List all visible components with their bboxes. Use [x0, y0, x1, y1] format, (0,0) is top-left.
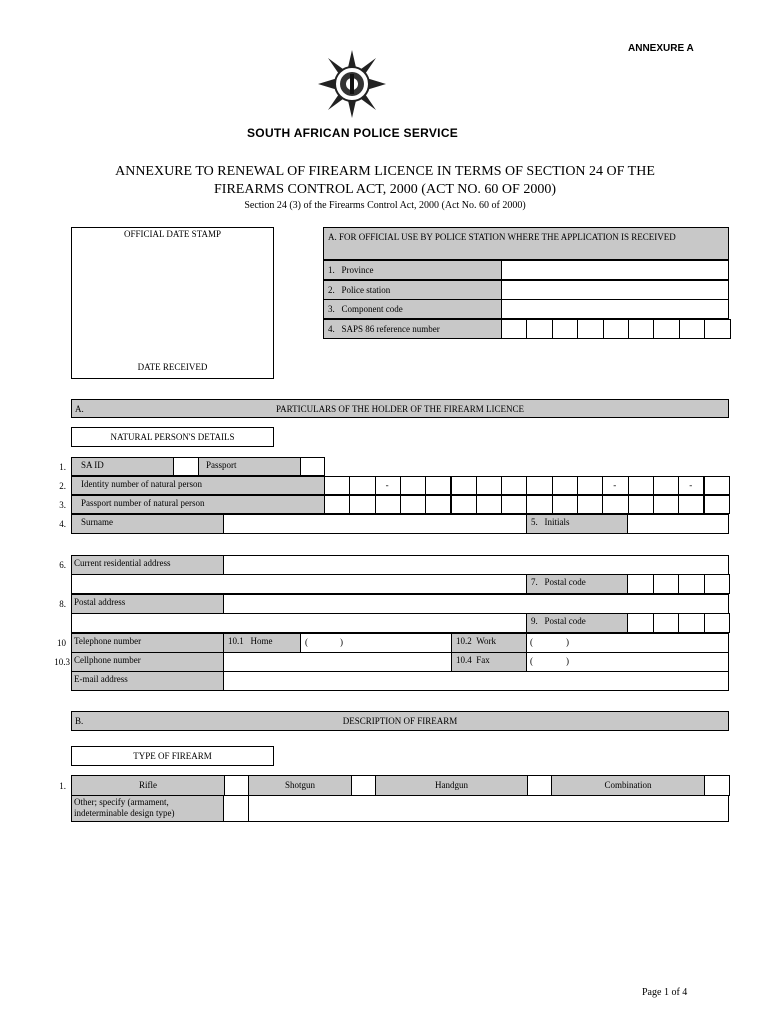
work-number: 10.2	[456, 636, 472, 646]
id-number-digit-box[interactable]	[425, 476, 451, 495]
id-number-digit-box[interactable]	[324, 476, 350, 495]
id-number-digit-box[interactable]	[653, 476, 679, 495]
work-paren-open: (	[530, 637, 533, 647]
row-10-3-number: 10.3	[54, 657, 70, 667]
passport-number-digit-box[interactable]	[552, 495, 578, 514]
other-firearm-line-2: indeterminable design type)	[74, 808, 175, 818]
firearm-type-label: Handgun	[375, 775, 528, 796]
row-1-number: 1.	[59, 462, 66, 472]
passport-number-digit-box[interactable]	[425, 495, 451, 514]
initials-label	[526, 514, 628, 534]
postal-code-text: Postal code	[544, 577, 586, 587]
firearm-type-checkbox[interactable]	[224, 775, 250, 796]
id-number-digit-box[interactable]	[526, 476, 552, 495]
postal-code-number: 7.	[531, 577, 538, 587]
passport-checkbox[interactable]	[300, 457, 325, 476]
official-use-row-label	[323, 299, 502, 319]
id-number-digit-box[interactable]	[476, 476, 502, 495]
postal-code-2-label	[526, 613, 628, 633]
firearm-type-label: Shotgun	[248, 775, 352, 796]
passport-number-digit-box[interactable]	[704, 495, 730, 514]
home-paren-open: (	[305, 637, 308, 647]
home-text: Home	[250, 636, 273, 646]
id-number-digit-box[interactable]	[628, 476, 654, 495]
passport-number-digit-box[interactable]	[501, 495, 527, 514]
passport-number-digit-box[interactable]	[476, 495, 502, 514]
saps86-digit-box[interactable]	[603, 319, 629, 339]
section-a-title: PARTICULARS OF THE HOLDER OF THE FIREARM LICENCE	[275, 404, 525, 414]
postal-code-digit-box[interactable]	[627, 613, 654, 633]
work-text: Work	[476, 636, 497, 646]
other-firearm-label	[71, 795, 224, 822]
initials-text: Initials	[544, 517, 570, 527]
postal-address-field-1[interactable]	[223, 594, 729, 614]
section-b-title: DESCRIPTION OF FIREARM	[342, 716, 458, 726]
saps86-digit-box[interactable]	[679, 319, 705, 339]
date-received-label: DATE RECEIVED	[137, 362, 208, 372]
residential-address-field-2[interactable]	[71, 574, 527, 594]
passport-label: Passport	[198, 457, 301, 476]
firearm-row-number: 1.	[59, 781, 66, 791]
identity-number-label: Identity number of natural person	[71, 476, 325, 495]
official-use-row-number: 3.	[328, 304, 335, 314]
postal-address-field-2[interactable]	[71, 613, 527, 633]
saps86-digit-box[interactable]	[526, 319, 552, 339]
postal-code-2-text: Postal code	[544, 616, 586, 626]
postal-code-digit-box[interactable]	[653, 613, 680, 633]
surname-label: Surname	[71, 514, 224, 534]
home-number: 10.1	[228, 636, 244, 646]
official-use-row-text: Police station	[341, 284, 391, 295]
id-number-dash: -	[385, 480, 389, 490]
official-use-row-field[interactable]	[501, 280, 729, 300]
official-use-row-number: 2.	[328, 284, 335, 295]
postal-code-digit-box[interactable]	[704, 613, 731, 633]
fax-paren-open: (	[530, 656, 533, 666]
official-use-row-field[interactable]	[501, 260, 729, 280]
postal-code-label	[526, 574, 628, 594]
form-title-line-2: FIREARMS CONTROL ACT, 2000 (ACT NO. 60 OF 2000)	[214, 182, 556, 197]
id-number-digit-box[interactable]	[451, 476, 477, 495]
firearm-type-checkbox[interactable]	[351, 775, 377, 796]
type-of-firearm-heading: TYPE OF FIREARM	[71, 746, 274, 766]
passport-number-digit-box[interactable]	[451, 495, 477, 514]
passport-number-digit-box[interactable]	[602, 495, 628, 514]
official-use-heading: A. FOR OFFICIAL USE BY POLICE STATION WHERE THE APPLICATION IS RECEIVED	[323, 227, 729, 260]
official-date-stamp-label: OFFICIAL DATE STAMP	[124, 229, 221, 239]
id-number-digit-box[interactable]	[552, 476, 578, 495]
initials-number: 5.	[531, 517, 538, 527]
passport-number-digit-box[interactable]	[628, 495, 654, 514]
passport-number-label: Passport number of natural person	[71, 495, 325, 514]
page-number: Page 1 of 4	[642, 987, 688, 998]
fax-field[interactable]	[526, 652, 729, 672]
id-number-dash: -	[689, 480, 693, 490]
passport-number-digit-box[interactable]	[577, 495, 603, 514]
id-number-digit-box[interactable]	[349, 476, 375, 495]
section-b-letter: B.	[75, 716, 84, 726]
firearm-type-checkbox[interactable]	[704, 775, 730, 796]
email-label: E-mail address	[71, 671, 224, 691]
email-field[interactable]	[223, 671, 729, 691]
official-use-row-text: Component code	[341, 304, 403, 314]
other-firearm-specify-field[interactable]	[248, 795, 729, 822]
fax-paren-close: )	[566, 656, 569, 666]
postal-code-digit-box[interactable]	[704, 574, 731, 594]
official-use-row-text: SAPS 86 reference number	[341, 323, 440, 334]
initials-field[interactable]	[627, 514, 729, 534]
row-8-number: 8.	[59, 599, 66, 609]
postal-code-2-number: 9.	[531, 616, 538, 626]
saps-star-emblem	[316, 48, 388, 120]
row-4-number: 4.	[59, 519, 66, 529]
firearm-type-label: Rifle	[71, 775, 225, 796]
row-10-number: 10	[57, 638, 66, 648]
form-title-line-1: ANNEXURE TO RENEWAL OF FIREARM LICENCE IN TERMS OF SECTION 24 OF THE	[115, 164, 655, 179]
postal-address-label: Postal address	[71, 594, 224, 614]
home-paren-close: )	[340, 637, 343, 647]
form-subtitle: Section 24 (3) of the Firearms Control Act, 2000 (Act No. 60 of 2000)	[244, 200, 526, 211]
fax-number: 10.4	[456, 655, 472, 665]
work-label	[451, 633, 527, 653]
passport-number-digit-box[interactable]	[375, 495, 401, 514]
saps86-digit-box[interactable]	[501, 319, 527, 339]
residential-address-label: Current residential address	[71, 555, 224, 575]
saps86-digit-box[interactable]	[628, 319, 654, 339]
passport-number-digit-box[interactable]	[324, 495, 350, 514]
official-use-row-label	[323, 319, 502, 339]
passport-number-digit-box[interactable]	[526, 495, 552, 514]
org-name: SOUTH AFRICAN POLICE SERVICE	[247, 126, 459, 140]
id-number-digit-box[interactable]	[704, 476, 730, 495]
telephone-label: Telephone number	[71, 633, 224, 653]
id-number-dash: -	[613, 480, 617, 490]
other-firearm-checkbox[interactable]	[223, 795, 249, 822]
id-number-digit-box[interactable]	[400, 476, 426, 495]
firearm-type-label: Combination	[551, 775, 705, 796]
home-label	[223, 633, 301, 653]
id-number-digit-box[interactable]	[577, 476, 603, 495]
postal-code-digit-box[interactable]	[627, 574, 654, 594]
row-6-number: 6.	[59, 560, 66, 570]
firearm-type-checkbox[interactable]	[527, 775, 553, 796]
other-firearm-line-1: Other; specify (armament,	[74, 797, 169, 807]
sa-id-label: SA ID	[71, 457, 174, 476]
sa-id-checkbox[interactable]	[173, 457, 199, 476]
surname-field[interactable]	[223, 514, 527, 534]
official-use-row-label	[323, 260, 502, 280]
saps86-digit-box[interactable]	[704, 319, 730, 339]
work-phone-field[interactable]	[526, 633, 729, 653]
official-use-row-field[interactable]	[501, 299, 729, 319]
passport-number-digit-box[interactable]	[349, 495, 375, 514]
saps86-digit-box[interactable]	[552, 319, 578, 339]
passport-number-digit-box[interactable]	[653, 495, 679, 514]
official-use-row-number: 4.	[328, 323, 335, 334]
fax-text: Fax	[476, 655, 490, 665]
fax-label	[451, 652, 527, 672]
work-paren-close: )	[566, 637, 569, 647]
postal-code-digit-box[interactable]	[678, 613, 705, 633]
official-use-row-label	[323, 280, 502, 300]
section-a-letter: A.	[75, 404, 84, 414]
postal-code-digit-box[interactable]	[653, 574, 680, 594]
cellphone-label: Cellphone number	[71, 652, 224, 672]
home-phone-field[interactable]	[300, 633, 452, 653]
passport-number-digit-box[interactable]	[400, 495, 426, 514]
id-number-digit-box[interactable]	[501, 476, 527, 495]
official-date-stamp-box[interactable]	[71, 227, 274, 379]
residential-address-field-1[interactable]	[223, 555, 729, 575]
row-2-number: 2.	[59, 481, 66, 491]
annexure-label: ANNEXURE A	[628, 43, 694, 54]
saps86-digit-box[interactable]	[653, 319, 679, 339]
saps86-digit-box[interactable]	[577, 319, 603, 339]
row-3-number: 3.	[59, 500, 66, 510]
postal-code-digit-box[interactable]	[678, 574, 705, 594]
passport-number-digit-box[interactable]	[678, 495, 704, 514]
official-use-row-number: 1.	[328, 265, 335, 275]
cellphone-field[interactable]	[223, 652, 452, 672]
official-use-row-text: Province	[341, 265, 374, 275]
natural-person-details-heading: NATURAL PERSON'S DETAILS	[71, 427, 274, 447]
